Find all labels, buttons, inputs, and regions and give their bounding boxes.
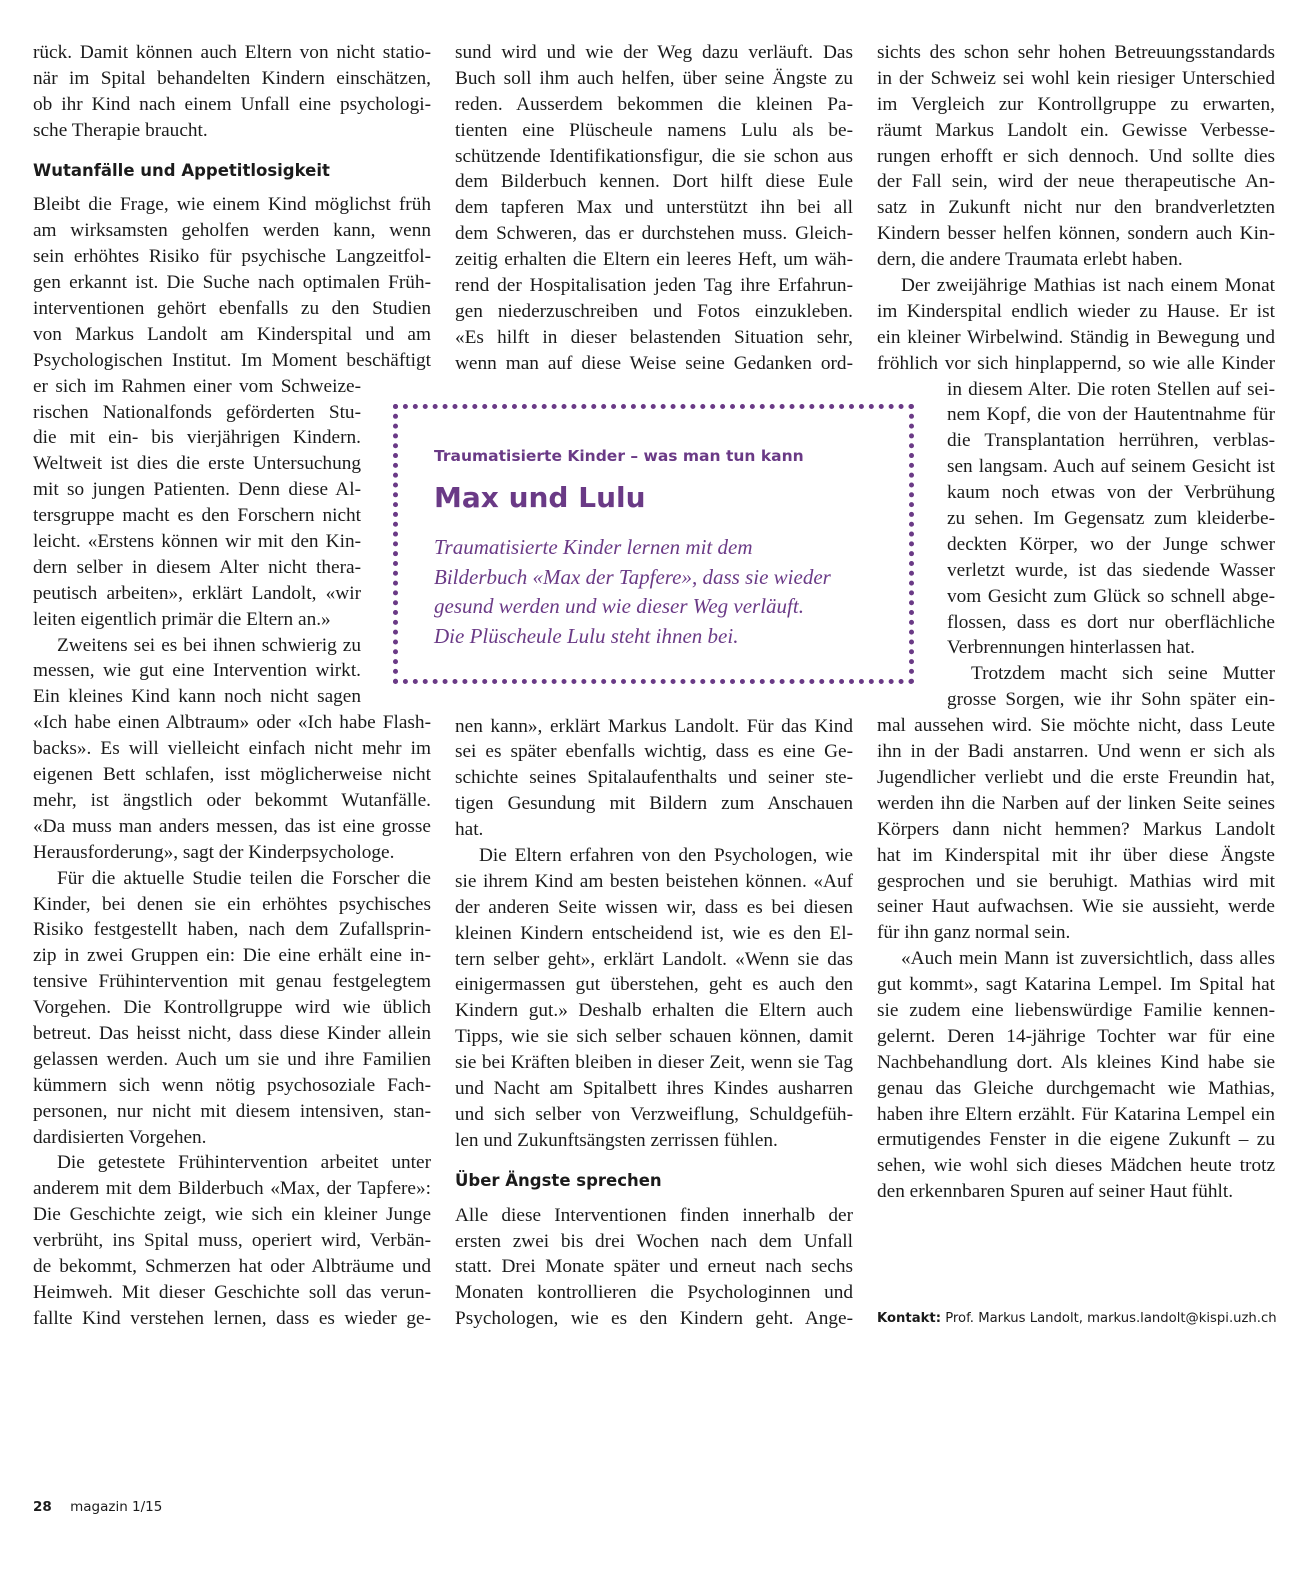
text-line: backs». Es will vielleicht einfach nicht mehr im: [33, 738, 431, 760]
lead-line: gesund werden und wie dieser Weg verläuft.: [434, 594, 804, 618]
text-line: zu sehen. Im Gegensatz zum kleiderbe-: [947, 508, 1275, 530]
text-line: «Da muss man anders messen, das ist eine grosse: [33, 815, 431, 837]
text-line: reden. Ausserdem bekommen die kleinen Pa-: [455, 93, 853, 115]
paragraph: [33, 633, 431, 866]
text-line: sein erhöhtes Risiko für psychische Langzeitfol-: [33, 246, 431, 268]
text-line: Weltweit ist dies die erste Untersuchung: [33, 453, 361, 475]
text-line: när im Spital behandelten Kindern einschätzen,: [33, 67, 431, 89]
text-line: tensive Frühintervention mit genau festgelegtem: [33, 971, 431, 993]
text-line: zip in zwei Gruppen ein: Die eine erhält eine in-: [33, 945, 431, 967]
text-line: eigenen Bett schlafen, isst möglicherweise nicht: [33, 764, 431, 786]
text-line: sche Therapie braucht.: [33, 119, 208, 141]
text-line: dern, die andere Traumata erlebt haben.: [877, 249, 1183, 271]
text-line: in der Schweiz sei wohl kein riesiger Unterschied: [877, 67, 1275, 89]
text-line: dem Bilderbuch kennen. Dort hilft diese Eule: [455, 171, 853, 193]
box-lead: [434, 533, 874, 651]
box-kicker: Traumatisierte Kinder – was man tun kann: [434, 447, 804, 465]
text-line: gesprochen und sie beruhigt. Mathias wird mit: [877, 870, 1275, 892]
text-line: Die Geschichte zeigt, wie sich ein kleiner Junge: [33, 1204, 431, 1226]
text-line: dardisierten Vorgehen.: [33, 1126, 207, 1148]
text-line: Buch soll ihm auch helfen, über seine Ängste zu: [455, 67, 853, 89]
text-line: tersgruppe macht es den Forschern nicht: [33, 505, 361, 527]
contact-label: Kontakt:: [877, 1311, 941, 1326]
text-line: ersten zwei bis drei Wochen nach dem Unfall: [455, 1230, 853, 1252]
text-line: verletzt wurde, ist das siedende Wasser: [947, 559, 1275, 581]
text-line: statt. Drei Monate später und erneut nach sechs: [455, 1256, 853, 1278]
paragraph: [33, 866, 431, 1151]
text-line: gelassen werden. Auch um sie und ihre Familien: [33, 1048, 431, 1070]
text-line: ermutigendes Fenster in die eigene Zukunft – zu: [877, 1129, 1275, 1151]
text-line: dem Schweren, das er durchstehen muss. Gleich-: [455, 223, 853, 245]
text-line: Körpers dann nicht hemmen? Markus Landolt: [877, 818, 1275, 840]
text-line: tienten eine Plüscheule namens Lulu als be-: [455, 119, 853, 141]
box-title: Max und Lulu: [434, 481, 646, 514]
text-line: der Fall sein, wird der neue therapeutische An-: [877, 171, 1275, 193]
text-line: schichte seines Spitalaufenthalts und seiner ste-: [455, 767, 853, 789]
paragraph: [455, 1203, 853, 1332]
text-line: Vorgehen. Die Kontrollgruppe wird wie üblich: [33, 997, 431, 1019]
text-line: dem tapferen Max und unterstützt ihn bei all: [455, 197, 853, 219]
text-line: gen erkannt ist. Die Suche nach optimalen Früh-: [33, 272, 431, 294]
text-line: sie zudem eine liebenswürdige Familie kennen-: [877, 999, 1275, 1021]
text-line: rück. Damit können auch Eltern von nicht statio-: [33, 42, 431, 63]
text-line: leiten eigentlich primär die Eltern an.»: [33, 608, 331, 630]
text-line: Tipps, wie sie sich selber schauen können, damit: [455, 1026, 853, 1048]
text-line: leicht. «Erstens können wir mit den Kin-: [33, 531, 361, 553]
text-line: schützende Identifikationsfigur, die sie schon aus: [455, 145, 853, 167]
text-line: Herausforderung», sagt der Kinderpsychologe.: [33, 841, 395, 863]
text-line: Heimweh. Mit dieser Geschichte soll das verun-: [33, 1281, 431, 1303]
paragraph: [455, 843, 853, 1154]
text-line: sund wird und wie der Weg dazu verläuft. Das: [455, 42, 853, 63]
article-column-1: [33, 40, 431, 1332]
text-line: er sich im Rahmen einer vom Schweize-: [33, 375, 361, 397]
text-line: räumt Markus Landolt ein. Gewisse Verbesse-: [877, 119, 1275, 141]
lead-line: Die Plüscheule Lulu steht ihnen bei.: [434, 623, 739, 648]
text-line: ob ihr Kind nach einem Unfall eine psychologi-: [33, 93, 431, 115]
text-line: kleinen Kindern entscheidend ist, wie es den El-: [455, 922, 853, 944]
text-line: len und Zukunftsängsten zerrissen fühlen.: [455, 1129, 778, 1151]
text-line: ein kleiner Wirbelwind. Ständig in Bewegung und: [877, 326, 1275, 348]
text-line: verbrüht, ins Spital muss, operiert wird, Verbän-: [33, 1230, 431, 1252]
text-line: sehen, wie wohl sich dieses Mädchen heute trotz: [877, 1155, 1275, 1177]
text-line: Zweitens sei es bei ihnen schwierig zu: [57, 634, 361, 656]
text-line: rend der Hospitalisation jeden Tag ihre Erfahrun-: [455, 275, 853, 297]
text-line: sei es später ebenfalls wichtig, dass es eine Ge-: [455, 741, 853, 763]
text-line: betreut. Das heisst nicht, dass diese Kinder allein: [33, 1022, 431, 1044]
text-line: hat im Kinderspital mit ihr über diese Ängste: [877, 844, 1275, 866]
text-line: Kindern gut.» Deshalb erhalten die Eltern auch: [455, 1000, 853, 1022]
text-line: gen niederzuschreiben und Fotos einzukleben.: [455, 300, 853, 322]
lead-line: Traumatisierte Kinder lernen mit dem: [434, 535, 753, 559]
text-line: tigen Gesundung mit Bildern zum Anschauen: [455, 793, 853, 815]
text-line: die Transplantation herrühren, verblas-: [947, 430, 1275, 452]
contact-text: Prof. Markus Landolt, markus.landolt@kispi.uzh.ch: [945, 1311, 1277, 1326]
text-line: nem Kopf, die von der Hautentnahme für: [947, 404, 1275, 426]
text-line: «Ich habe einen Albtraum» oder «Ich habe Flash-: [33, 712, 431, 734]
text-line: seiner Haut aufwachsen. Wie sie aussieht, werde: [877, 896, 1275, 918]
text-line: haben ihre Eltern erzählt. Für Katarina Lempel ein: [877, 1103, 1275, 1125]
text-line: Alle diese Interventionen finden innerhalb der: [455, 1204, 853, 1226]
text-line: peutisch arbeiten», erklärt Landolt, «wir: [33, 582, 361, 604]
text-line: Jugendlicher verliebt und die erste Freundin hat,: [877, 766, 1275, 788]
paragraph: [877, 273, 1275, 661]
text-line: fallte Kind verstehen lernen, dass es wieder ge-: [33, 1307, 431, 1329]
text-line: genau das Gleiche durchgemacht wie Mathias,: [877, 1077, 1275, 1099]
text-line: dern selber in diesem Alter nicht thera-: [33, 556, 361, 578]
text-line: den erkennbaren Spuren auf seiner Haut fühlt.: [877, 1181, 1234, 1203]
text-line: de bekommt, Schmerzen hat oder Albträume und: [33, 1255, 431, 1277]
text-line: mehr, ist ängstlich oder bekommt Wutanfälle.: [33, 789, 431, 811]
text-line: in diesem Alter. Die roten Stellen auf sei-: [947, 378, 1275, 400]
text-line: werden ihn die Narben auf der linken Seite seines: [877, 792, 1275, 814]
paragraph: [877, 946, 1275, 1205]
paragraph: [455, 40, 853, 377]
text-line: mal aussehen wird. Sie möchte nicht, dass Leute: [877, 715, 1275, 737]
text-line: gut kommt», sagt Katarina Lempel. Im Spital hat: [877, 974, 1275, 996]
text-line: personen, nur nicht mit diesem intensiven, stan-: [33, 1100, 431, 1122]
text-line: rungen erhofft er sich dennoch. Und sollte dies: [877, 145, 1275, 167]
text-line: ihn in der Badi anstarren. Und wenn er sich als: [877, 741, 1275, 763]
text-line: Verbrennungen hinterlassen hat.: [947, 637, 1195, 659]
text-line: von Markus Landolt am Kinderspital und am: [33, 323, 431, 345]
text-line: die mit ein- bis vierjährigen Kindern.: [33, 427, 361, 449]
text-line: kaum noch etwas von der Verbrühung: [947, 482, 1275, 504]
text-line: «Auch mein Mann ist zuversichtlich, dass alles: [901, 948, 1275, 970]
text-line: messen, wie gut eine Intervention wirkt.: [33, 660, 361, 682]
text-line: wenn man auf diese Weise seine Gedanken ord-: [455, 352, 853, 374]
text-line: tern selber geht», erklärt Landolt. «Wenn sie das: [455, 948, 853, 970]
text-line: Nachbehandlung dort. Als kleines Kind habe sie: [877, 1051, 1275, 1073]
text-line: für ihn ganz normal sein.: [877, 922, 1071, 944]
section-heading: Über Ängste sprechen: [455, 1170, 662, 1190]
text-line: deckten Körper, wo der Junge schwer: [947, 533, 1275, 555]
text-line: Kinder, bei denen sie ein erhöhtes psychisches: [33, 893, 431, 915]
text-line: Die Eltern erfahren von den Psychologen, wie: [479, 845, 853, 867]
text-line: fröhlich vor sich hinplappernd, so wie alle Kinder: [877, 352, 1275, 374]
text-line: grosse Sorgen, wie ihr Sohn später ein-: [947, 689, 1275, 711]
paragraph: [455, 714, 853, 843]
text-line: nen kann», erklärt Markus Landolt. Für das Kind: [455, 715, 853, 737]
text-line: zeitig erhalten die Eltern ein leeres Heft, um wäh-: [455, 249, 853, 271]
text-line: vom Gesicht zum Glück so schnell abge-: [947, 585, 1275, 607]
text-line: Für die aktuelle Studie teilen die Forscher die: [57, 867, 431, 889]
text-line: und sich selber von Verzweiflung, Schuldgefüh-: [455, 1103, 853, 1125]
text-line: Ein kleines Kind kann noch nicht sagen: [33, 686, 361, 708]
text-line: sie ihrem Kind am besten beistehen können. «Auf: [455, 870, 853, 892]
text-line: im Vergleich zur Kontrollgruppe zu erwarten,: [877, 93, 1275, 115]
text-line: Trotzdem macht sich seine Mutter: [971, 663, 1275, 685]
contact-line: [877, 1311, 1277, 1326]
text-line: rischen Nationalfonds geförderten Stu-: [33, 401, 361, 423]
text-line: einigermassen gut überstehen, geht es auch den: [455, 974, 853, 996]
article-column-2: [455, 40, 853, 1332]
text-line: im Kinderspital endlich wieder zu Hause. Er ist: [877, 300, 1275, 322]
section-heading: Wutanfälle und Appetitlosigkeit: [33, 160, 330, 180]
text-line: mit so jungen Patienten. Denn diese Al-: [33, 479, 361, 501]
text-line: «Es hilft in dieser belastenden Situation sehr,: [455, 326, 853, 348]
text-line: am wirksamsten geholfen werden kann, wenn: [33, 220, 431, 242]
text-line: Der zweijährige Mathias ist nach einem Monat: [901, 275, 1275, 297]
text-line: sichts des schon sehr hohen Betreuungsstandards: [877, 42, 1275, 63]
text-line: der anderen Seite wissen wir, dass es bei diesen: [455, 896, 853, 918]
paragraph: [877, 661, 1275, 946]
paragraph: [877, 40, 1275, 273]
magazine-name: magazin 1/15: [70, 1499, 163, 1515]
paragraph: [33, 1150, 431, 1331]
text-line: satz in Zukunft nicht nur den brandverletzten: [877, 197, 1275, 219]
teaser-box: [393, 404, 914, 684]
page-footer: [33, 1499, 162, 1515]
text-line: Kindern besser helfen können, sondern auch Kin-: [877, 223, 1275, 245]
text-line: Risiko festgestellt haben, nach dem Zufallsprin-: [33, 919, 431, 941]
text-line: sie bei Kräften bleiben in dieser Zeit, wenn sie Tag: [455, 1052, 853, 1074]
text-line: Psychologischen Institut. Im Moment beschäftigt: [33, 349, 431, 371]
page-number: 28: [33, 1499, 52, 1515]
text-line: hat.: [455, 819, 484, 841]
lead-line: Bilderbuch «Max der Tapfere», dass sie wieder: [434, 564, 831, 589]
paragraph: [33, 192, 431, 632]
text-line: flossen, dass es dort nur oberflächliche: [947, 611, 1275, 633]
text-line: kümmern sich wenn nötig psychosoziale Fach-: [33, 1074, 431, 1096]
text-line: Die getestete Frühintervention arbeitet unter: [57, 1152, 431, 1174]
text-line: Psychologen, wie es den Kindern geht. Ange-: [455, 1308, 853, 1330]
text-line: Bleibt die Frage, wie einem Kind möglichst früh: [33, 194, 431, 216]
text-line: sen langsam. Auch auf seinem Gesicht ist: [947, 456, 1275, 478]
text-line: und Nacht am Spitalbett ihres Kindes ausharren: [455, 1078, 853, 1100]
text-line: Monaten kontrollieren die Psychologinnen und: [455, 1282, 853, 1304]
text-line: gelernt. Deren 14-jährige Tochter war für eine: [877, 1025, 1275, 1047]
text-line: interventionen gehört ebenfalls zu den Studien: [33, 298, 431, 320]
text-line: anderem mit dem Bilderbuch «Max, der Tapfere»:: [33, 1178, 431, 1200]
article-column-3: [877, 40, 1275, 1205]
intro-paragraph: [33, 40, 431, 144]
